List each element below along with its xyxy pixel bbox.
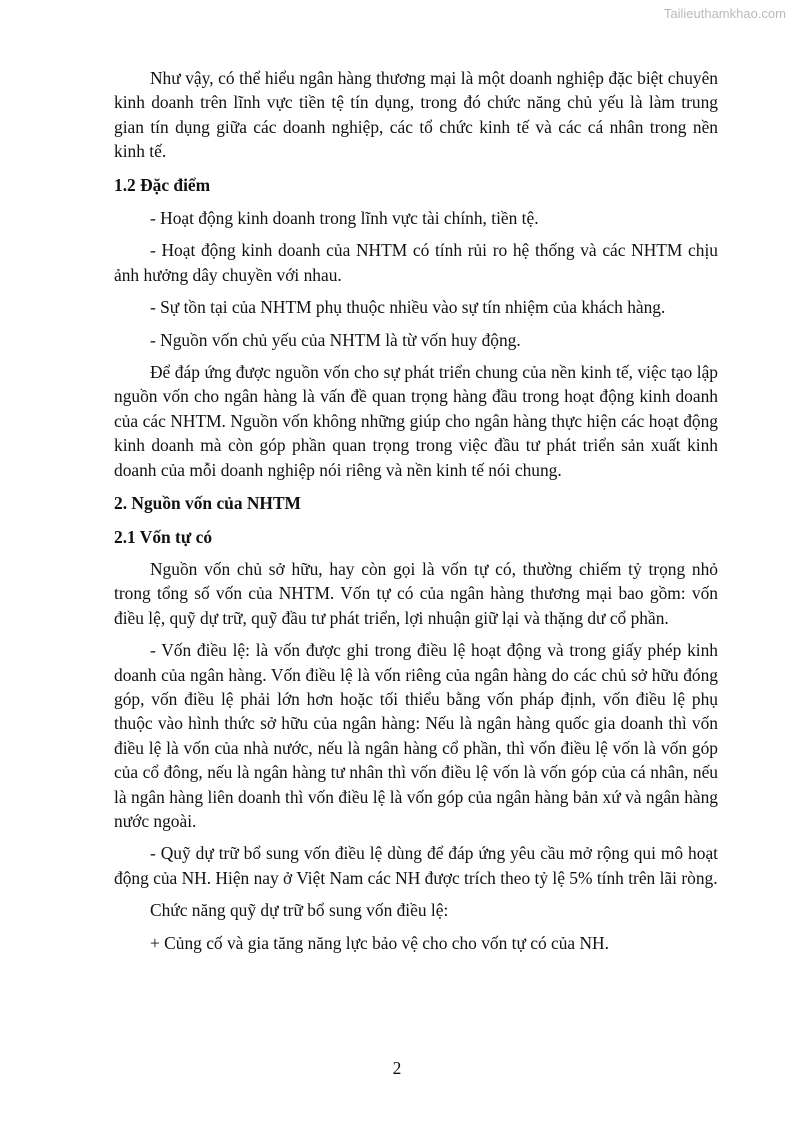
bullet-reserve-fund: - Quỹ dự trữ bổ sung vốn điều lệ dùng để đáp ứng yêu cầu mở rộng qui mô hoạt động của NH. Hiện nay ở Việt Nam các NH được trích theo tỷ lệ 5% tính trên lãi ròng. [114,843,718,888]
paragraph-definition: Như vậy, có thể hiểu ngân hàng thương mại là một doanh nghiệp đặc biệt chuyên kinh doanh trên lĩnh vực tiền tệ tín dụng, trong đó chức năng chủ yếu là làm trung gian tín dụng giữa các doanh nghiệp, các tổ chức kinh tế và các cá nhân trong nền kinh tế. [114,68,718,162]
bullet-item: - Hoạt động kinh doanh trong lĩnh vực tài chính, tiền tệ. [150,208,539,229]
heading-dac-diem: 1.2 Đặc điểm [114,174,211,195]
paragraph-capital-need: Để đáp ứng được nguồn vốn cho sự phát triển chung của nền kinh tế, việc tạo lập nguồn vốn cho ngân hàng là vấn đề quan trọng hàng đầu trong hoạt động kinh doanh của các NHTM. Nguồn vốn không những giúp cho ngân hàng thực hiện các hoạt động kinh doanh mà còn góp phần quan trọng trong việc đầu tư phát triển sản xuất kinh doanh của mỗi doanh nghiệp nói riêng và nền kinh tế nói chung. [114,362,718,480]
page-number: 2 [392,1058,402,1078]
heading-von-tu-co: 2.1 Vốn tự có [114,526,213,547]
bullet-item: - Nguồn vốn chủ yếu của NHTM là từ vốn huy động. [150,329,521,350]
bullet-item: - Sự tồn tại của NHTM phụ thuộc nhiều vào sự tín nhiệm của khách hàng. [150,297,666,318]
watermark-text: Tailieuthamkhao.com [663,6,786,21]
heading-nguon-von: 2. Nguồn vốn của NHTM [114,493,301,514]
bullet-charter-capital: - Vốn điều lệ: là vốn được ghi trong điều lệ hoạt động và trong giấy phép kinh doanh của ngân hàng. Vốn điều lệ là vốn riêng của ngân hàng do các chủ sở hữu đóng góp, vốn điều lệ phải lớn hơn hoặc tối thiểu bằng vốn pháp định, vốn điều lệ phụ thuộc vào hình thức sở hữu của ngân hàng: Nếu là ngân hàng quốc gia doanh thì vốn điều lệ là vốn của nhà nước, nếu là ngân hàng cổ phần, thì vốn điều lệ vốn là vốn góp của cổ đông, nếu là ngân hàng tư nhân thì vốn điều lệ vốn là vốn góp của cá nhân, nếu là ngân hàng liên doanh thì vốn điều lệ là vốn góp của ngân hàng bản xứ và ngân hàng nước ngoài. [114,640,718,831]
paragraph-function-item: + Củng cố và gia tăng năng lực bảo vệ cho cho vốn tự có của NH. [150,932,609,953]
paragraph-reserve-functions: Chức năng quỹ dự trữ bổ sung vốn điều lệ: [150,900,449,921]
paragraph-equity: Nguồn vốn chủ sở hữu, hay còn gọi là vốn tự có, thường chiếm tỷ trọng nhỏ trong tổng số vốn của NHTM. Vốn tự có của ngân hàng thương mại bao gồm: vốn điều lệ, quỹ dự trữ, quỹ đầu tư phát triển, lợi nhuận giữ lại và thặng dư cổ phần. [114,558,718,628]
bullet-item: - Hoạt động kinh doanh của NHTM có tính rủi ro hệ thống và các NHTM chịu ảnh hưởng dây chuyền với nhau. [114,240,718,285]
document-page [114,66,718,955]
